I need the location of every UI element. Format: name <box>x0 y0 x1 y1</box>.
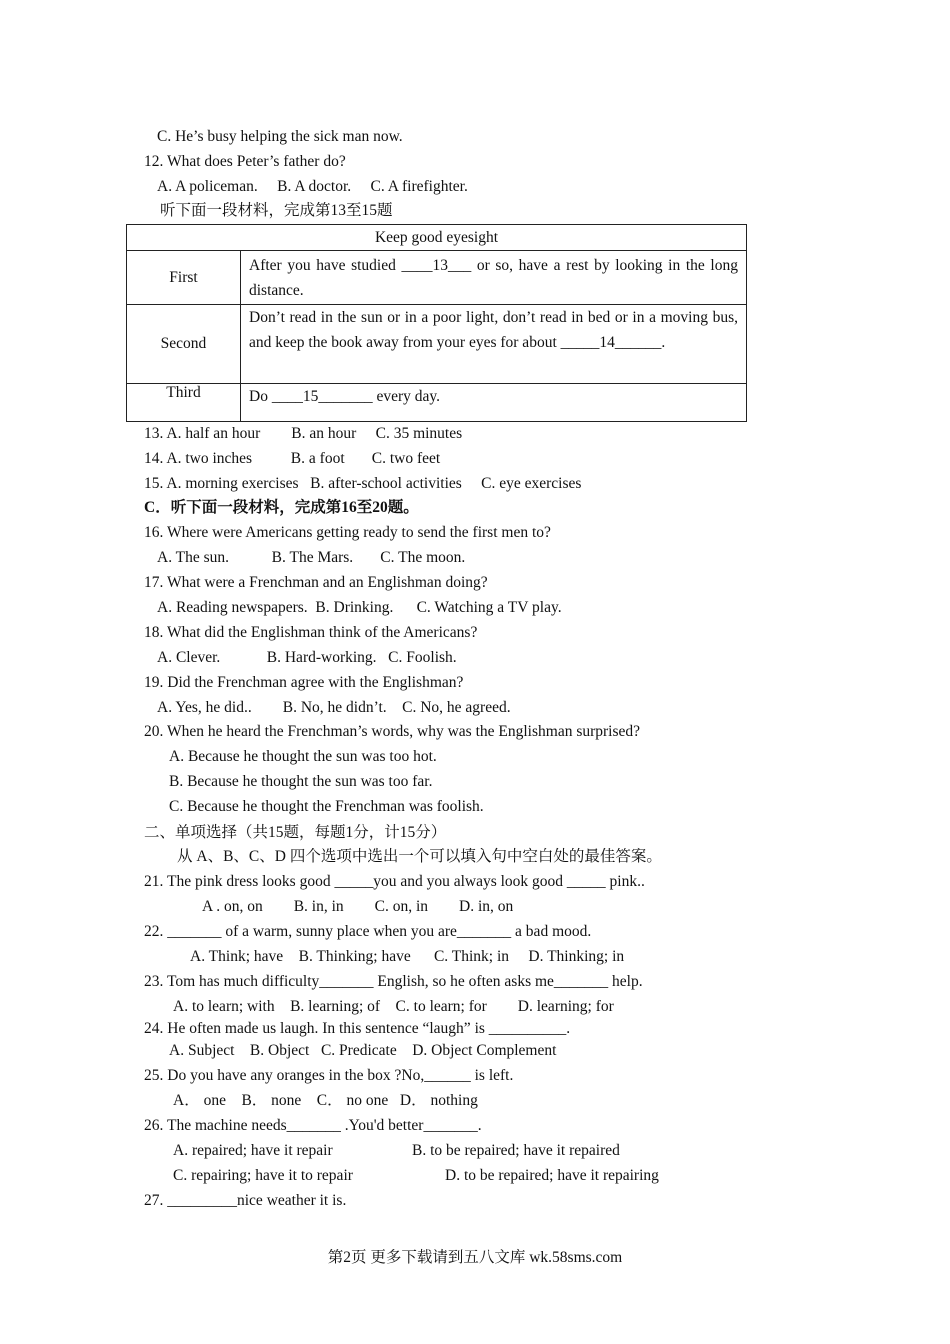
question-16: 16. Where were Americans getting ready to send the first men to? <box>144 524 551 541</box>
question-18: 18. What did the Englishman think of the Americans? <box>144 624 478 641</box>
question-21: 21. The pink dress looks good _____you and you always look good _____ pink.. <box>144 873 645 890</box>
question-27: 27. _________nice weather it is. <box>144 1192 347 1209</box>
question-15: 15. A. morning exercises B. after-school activities C. eye exercises <box>144 475 582 492</box>
section-2-instruction: 从 A、B、C、D 四个选项中选出一个可以填入句中空白处的最佳答案。 <box>177 848 662 865</box>
question-24: 24. He often made us laugh. In this sentence “laugh” is __________. <box>144 1020 571 1037</box>
question-12: 12. What does Peter’s father do? <box>144 153 346 170</box>
option-20a: A. Because he thought the sun was too hot. <box>169 748 437 765</box>
option-26a: A. repaired; have it repair <box>173 1142 333 1159</box>
question-13: 13. A. half an hour B. an hour C. 35 minutes <box>144 425 463 442</box>
option-26c: C. repairing; have it to repair <box>173 1167 353 1184</box>
option-26d: D. to be repaired; have it repairing <box>445 1167 659 1184</box>
row-text: After you have studied ____13___ or so, have a rest by looking in the long distance. <box>241 251 747 305</box>
section-c-heading: C．听下面一段材料，完成第16至20题。 <box>144 499 419 516</box>
table-row <box>127 384 747 422</box>
options-18: A. Clever. B. Hard-working. C. Foolish. <box>157 649 457 666</box>
row-label: Second <box>127 305 241 384</box>
options-24: A. Subject B. Object C. Predicate D. Object Complement <box>169 1042 557 1059</box>
row-text: Do ____15_______ every day. <box>241 384 747 422</box>
option-20c: C. Because he thought the Frenchman was foolish. <box>169 798 484 815</box>
question-26: 26. The machine needs_______ .You'd better_______. <box>144 1117 482 1134</box>
question-22: 22. _______ of a warm, sunny place when you are_______ a bad mood. <box>144 923 592 940</box>
options-25: A． one B． none C． no one D． nothing <box>173 1092 478 1109</box>
table-row <box>127 305 747 384</box>
table-title: Keep good eyesight <box>127 225 747 251</box>
option-26b: B. to be repaired; have it repaired <box>412 1142 620 1159</box>
question-20: 20. When he heard the Frenchman’s words, why was the Englishman surprised? <box>144 723 641 740</box>
options-12: A. A policeman. B. A doctor. C. A firefighter. <box>157 178 468 195</box>
options-17: A. Reading newspapers. B. Drinking. C. Watching a TV play. <box>157 599 562 616</box>
section-2-heading: 二、单项选择（共15题，每题1分，计15分） <box>144 824 447 841</box>
options-23: A. to learn; with B. learning; of C. to learn; for D. learning; for <box>173 998 614 1015</box>
question-17: 17. What were a Frenchman and an Englishman doing? <box>144 574 488 591</box>
question-25: 25. Do you have any oranges in the box ?No,______ is left. <box>144 1067 514 1084</box>
options-22: A. Think; have B. Thinking; have C. Think; in D. Thinking; in <box>190 948 625 965</box>
table-row <box>127 251 747 305</box>
row-label: Third <box>127 384 241 422</box>
row-text: Don’t read in the sun or in a poor light, don’t read in bed or in a moving bus, and keep the book away from your eyes for about _____14______. <box>241 305 747 384</box>
question-19: 19. Did the Frenchman agree with the Englishman? <box>144 674 464 691</box>
keep-good-eyesight-table <box>126 224 747 422</box>
option-20b: B. Because he thought the sun was too far. <box>169 773 433 790</box>
row-label: First <box>127 251 241 305</box>
question-14: 14. A. two inches B. a foot C. two feet <box>144 450 441 467</box>
answer-option-line: C. He’s busy helping the sick man now. <box>157 128 403 145</box>
question-23: 23. Tom has much difficulty_______ English, so he often asks me_______ help. <box>144 973 643 990</box>
options-19: A. Yes, he did.. B. No, he didn’t. C. No, he agreed. <box>157 699 511 716</box>
page-footer: 第2页 更多下载请到五八文库 wk.58sms.com <box>327 1249 623 1266</box>
options-16: A. The sun. B. The Mars. C. The moon. <box>157 549 466 566</box>
section-instruction-13-15: 听下面一段材料，完成第13至15题 <box>160 202 393 219</box>
options-21: A . on, on B. in, in C. on, in D. in, on <box>202 898 514 915</box>
